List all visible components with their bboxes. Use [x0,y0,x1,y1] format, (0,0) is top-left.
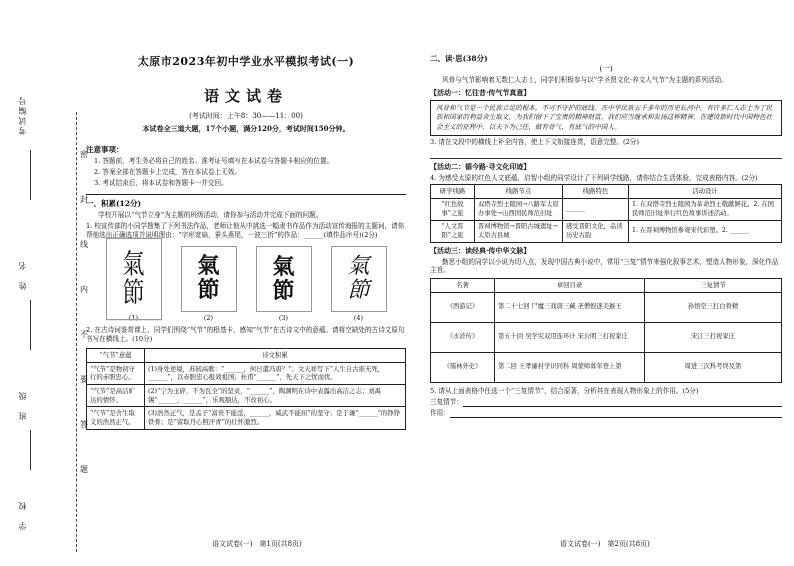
calligraphy-image [256,246,312,312]
table-row [431,322,782,352]
novel-plot: 孙悟空三打白骨精 [645,292,782,322]
exam-time: (考试时间：上午8：30——11：00) [189,112,303,121]
section-intro: 学校开展以“气节立身”为主题的班级活动，请你参与活动并完成下面的问题。 [98,210,323,219]
question-5-intro: 勤思小组的同学以小说为切入点，发现中国古典小说中，常用“三复”情节来强化叙事艺术，塑造人物形象，深化作品主旨。 [430,257,779,275]
route-name: “人文晋阳”之旅 [431,221,475,243]
essay-passage: 风骨和气节是一个民族立足的根本，不可不守护的底线。在中华民族五千多年的历史长河中，有许多仁人志士为了民族和国家的利益舍生取义，为我们留下了宝贵的精神财富。我们应当继承和发扬这种精神，在建设新时代中国特色社会主义的征程中，以天下为己任，做有骨气、有底气的中国人。 [430,100,782,137]
route-nodes: 双塔寺烈士陵园→八路军太原办事处→山西国民师范旧址 [475,199,563,221]
seal-char: 内 [80,285,88,294]
novel-plot: 宋江三打祝家庄 [645,322,782,352]
glyph-bottom: 節 [197,276,220,303]
note-item: 2. 答案全部在答题卡上完成，答在本试卷上无效。 [94,167,241,176]
activity-heading: 【活动二：循今路·寻文化印迹】 [430,162,531,172]
calligraphy-option [331,246,387,323]
route-design: 1. 在双塔寺烈士陵园为革命烈士敬献鲜花。2. 在国民师范旧址举行红色故事讲述活动。 [629,199,782,221]
calligraphy-image [181,246,237,312]
table-header: 名著 [431,279,495,293]
seal-line [76,112,77,552]
subject-title: 语文试卷 [203,86,288,105]
activity-heading: 【活动一：忆往昔·传气节真意】 [430,88,531,98]
glyph-top: 氣 [122,248,145,280]
class-label: 班 级 [18,390,27,420]
table-header-row [431,185,782,199]
glyph-bottom: 節 [347,277,370,303]
table-row [431,292,782,322]
table-row [431,199,782,221]
table-header: 线路特色 [563,185,629,199]
calligraphy-option [256,246,312,323]
seal-char: 密 [80,150,88,159]
seal-char: 不 [80,330,88,339]
question-4: 4. 为感受太原的红色人文底蕴，启智小组的同学设计了下列研学线路，请你结合生活体验，完成表格内容。(2分) [430,173,758,182]
answer-lines[interactable] [430,148,782,159]
seal-char: 线 [80,240,88,249]
seal-char: 封 [80,195,88,204]
right-column [430,50,782,418]
calligraphy-image [106,237,162,320]
table-header: 活动设计 [629,185,782,199]
table-header: 章回目录 [495,279,645,293]
novel-chapter: 第二十七回 尸魔三戏唐三藏 圣僧恨逐美猴王 [495,292,645,322]
answer-line[interactable] [430,398,782,407]
calligraphy-options [86,246,406,323]
table-header-row [431,279,782,293]
table-header: 线路节点 [475,185,563,199]
table-row [87,362,406,384]
note-item: 3. 考试结束后，将本试卷和答题卡一并交回。 [94,178,228,187]
meaning-cell: “气节”是舍生取义的浩然正气。 [87,407,145,429]
section-intro: 风骨与气节影响着无数仁人志士，同学们积极参与以“学圣贤文化·养文人气节”为主题的系列活动。 [442,76,728,85]
name-label: 姓 名 [18,260,27,290]
glyph-bottom: 節 [272,277,295,303]
exam-title: 太原市2023年初中学业水平模拟考试(一) [137,55,355,68]
divider [86,194,406,195]
notes-heading: 注意事项： [86,144,124,154]
table-row [87,407,406,429]
section-heading: 一、积累(12分) [86,198,142,208]
glyph-bottom: 節 [122,277,145,309]
answer-label: 作用： [430,408,450,417]
answer-line[interactable] [430,409,782,418]
question-5: 5. 请从上面表格中任选一个“三复情节”，结合原著，分析其在表现人物形象上的作用。(5分) [430,386,699,395]
poem-table [86,348,406,429]
table-header: 诗文积累 [145,349,406,363]
option-number: (2) [203,313,214,322]
poem-cell[interactable]: (2)“宁为玉碎，不为瓦全”的坚贞，“______”，陶渊明在诗中表露出高洁之志；刘禹锡“______，______”，乐观豁达，不改初心。 [145,385,406,407]
question-2: 2. 在古诗词鉴赏课上，同学们围绕“气节”的根基卡，感知“气节”在古诗文中的意蕴。请将空缺处的古诗文原句书写在横线上。(10分) [86,326,405,344]
question-3: 3. 请在文段中的横线上补全内容，使上下文衔接连贯，语意完整。(2分) [430,138,639,147]
exam-info: 本试卷全三道大题，17个小题，满分120分，考试时间150分钟。 [142,123,350,133]
left-column [86,55,406,430]
question-1: 1. 校宣传部的小同学搜集了下列书法作品，老师让他从中挑选一幅隶书作品作为活动宣传海报的主题词，请你帮他选出正确选项并说明理由：“字形宽扁，蚕头燕尾，一波三折”的作品：______(填作品序号)(2分) [86,221,405,239]
table-row [431,221,782,243]
route-nodes: 晋祠博物馆→晋阳古城遗址→太原古县城 [475,221,563,243]
answer-label: 三复情节： [430,397,463,406]
name-blank [30,300,31,350]
page-footer-left: 语文试卷(一) 第1页(共8页) [212,540,302,548]
table-header-row [87,349,406,363]
glyph-top: 氣 [197,253,220,280]
table-header: 研学线路 [431,185,475,199]
exam-no-blank [30,150,31,200]
novel-name: 《水浒传》 [431,322,495,352]
seal-char: 题 [80,465,88,474]
route-feature: 感受晋阳文化，品读历史古韵 [563,221,629,243]
class-blank [30,430,31,470]
meaning-cell: “气节”是高洁旷达的情怀。 [87,385,145,407]
poem-cell[interactable]: (3)浩然正气，是孟子“富贵不能淫，______，威武不能屈”的坚守；是于谦“______”的铮铮铁骨；是“留取丹心照汗青”的壮怀激烈。 [145,407,406,429]
novel-chapter: 第二回 王孝廉村学识同科 周蒙师暮年登上第 [495,352,645,382]
page-footer-right: 语文试卷(一) 第2页(共8页) [560,540,650,548]
meaning-cell: “气节”是物初守行的赤胆忠心。 [87,362,145,384]
answer-blank[interactable] [450,409,782,418]
table-row [87,385,406,407]
note-item: 1. 答题前，考生务必将自己的姓名、准考证号填写在本试卷与答题卡相应的位置。 [94,157,334,166]
activity-heading: 【活动三：读经典·传中华文脉】 [430,246,531,256]
route-feature[interactable]: ______ [563,199,629,221]
calligraphy-image [331,246,387,312]
exam-no-label: 考试编号 [18,95,27,135]
seal-char: 答 [80,420,88,429]
part-heading: (一) [599,64,613,74]
route-design[interactable]: 1. 在晋祠博物馆参观宋代彩塑。2. ______ [629,221,782,243]
glyph-top: 氣 [347,254,370,280]
novel-chapter: 第五十回 吴学究双用连环计 宋公明三打祝家庄 [495,322,645,352]
calligraphy-option [181,246,237,323]
route-table [430,184,782,243]
option-number: (3) [278,313,289,322]
answer-blank[interactable] [463,398,782,407]
table-header: “气节”意蕴 [87,349,145,363]
novel-table [430,278,782,383]
binding-margin [0,0,92,566]
calligraphy-option [106,246,162,323]
table-row [431,352,782,382]
option-number: (1) [128,313,139,322]
novel-name: 《西游记》 [431,292,495,322]
poem-cell[interactable]: (1)身处逆境，苏轼高歌：“______，何日遣冯唐？”；文天祥写下“人生自古谁无死，______”，以赤胆忠心报效祖国；杜甫“______”，先天下之忧而忧。 [145,362,406,384]
glyph-top: 氣 [272,254,295,280]
route-name: “红色故事”之旅 [431,199,475,221]
table-header: 三复情节 [645,279,782,293]
school-label: 学 校 [18,500,27,530]
section-heading: 二、读·思(38分) [430,54,488,63]
novel-name: 《儒林外史》 [431,352,495,382]
novel-plot: 周进三次科考终及第 [645,352,782,382]
seal-char: 要 [80,375,88,384]
option-number: (4) [353,313,364,322]
